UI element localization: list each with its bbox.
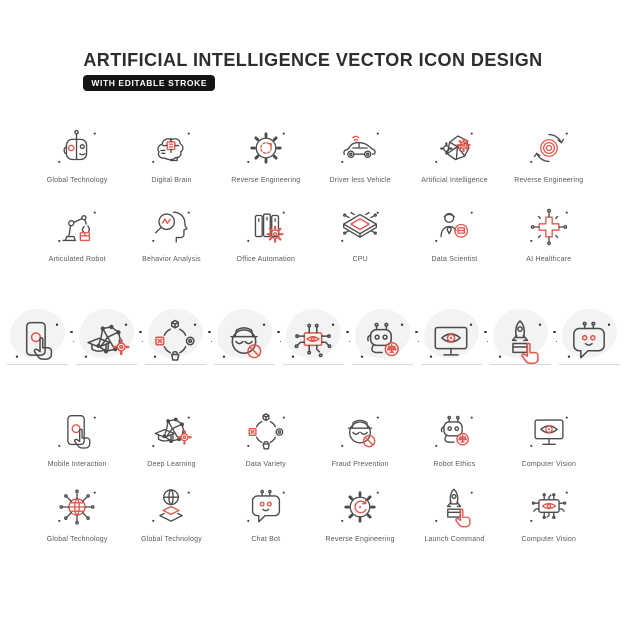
icon-cell	[407, 484, 501, 543]
icon-grid-top	[30, 125, 596, 263]
phone-touch-icon	[54, 409, 100, 455]
icon-label: Reverse Engineering	[514, 176, 584, 184]
icon-label: Fraud Prevention	[331, 460, 389, 468]
separator-dots	[206, 303, 214, 373]
circuit-eye-icon	[287, 315, 339, 367]
icon-art	[148, 125, 194, 171]
icon-cell	[219, 125, 313, 184]
icon-art	[243, 409, 289, 455]
chatbot-bubble-icon	[243, 484, 289, 530]
icon-label: Computer Vision	[521, 460, 577, 468]
page-header	[0, 0, 626, 91]
icon-art	[54, 484, 100, 530]
icon-cell	[219, 409, 313, 468]
separator-dots	[344, 303, 352, 373]
icon-art	[431, 204, 477, 250]
separator-dots	[137, 303, 145, 373]
icon-row	[30, 125, 596, 184]
icon-cell	[124, 409, 218, 468]
medical-cross-network-icon	[526, 204, 572, 250]
icon-cell	[407, 204, 501, 263]
documents-gear-icon	[243, 204, 289, 250]
icon-art	[148, 204, 194, 250]
icon-row	[30, 484, 596, 543]
icon-art	[526, 409, 572, 455]
icon-label: Digital Brain	[151, 176, 192, 184]
rocket-hand-icon	[494, 315, 546, 367]
banner-data-cycle	[145, 303, 206, 373]
icon-art	[431, 484, 477, 530]
icon-art	[54, 204, 100, 250]
icon-label: Deep Learning	[147, 460, 196, 468]
icon-label: AI Healthcare	[526, 255, 572, 263]
subtitle-badge: WITH EDITABLE STROKE	[83, 75, 215, 91]
data-cycle-icon	[149, 315, 201, 367]
icon-cell	[502, 125, 596, 184]
ai-brain-gears-icon	[431, 125, 477, 171]
icon-row	[30, 409, 596, 468]
banner-spy-block	[214, 303, 275, 373]
icon-cell	[30, 409, 124, 468]
icon-cell	[313, 204, 407, 263]
icon-label: Robot Ethics	[433, 460, 476, 468]
icon-label: Data Scientist	[431, 255, 478, 263]
icon-grid-bottom	[30, 409, 596, 543]
icon-art	[337, 204, 383, 250]
banner-circuit-eye	[283, 303, 344, 373]
icon-label: Global Technology	[46, 176, 108, 184]
magnifier-head-icon	[148, 204, 194, 250]
cpu-chip-icon	[337, 204, 383, 250]
icon-label: Office Automation	[236, 255, 296, 263]
icon-art	[243, 204, 289, 250]
monitor-eye-icon	[425, 315, 477, 367]
banner-phone-touch	[7, 303, 68, 373]
globe-layers-icon	[148, 484, 194, 530]
icon-cell	[219, 484, 313, 543]
icon-art	[54, 409, 100, 455]
brain-chip-icon	[148, 125, 194, 171]
icon-art	[526, 204, 572, 250]
icon-cell	[124, 204, 218, 263]
robot-head-icon	[54, 125, 100, 171]
icon-cell	[407, 409, 501, 468]
icon-cell	[30, 204, 124, 263]
icon-art	[337, 484, 383, 530]
icon-cell	[30, 484, 124, 543]
icon-banner	[0, 301, 626, 373]
icon-label: Driver less Vehicle	[329, 176, 391, 184]
icon-cell	[502, 204, 596, 263]
icon-art	[148, 409, 194, 455]
chip-eye-icon	[526, 484, 572, 530]
icon-cell	[219, 204, 313, 263]
icon-label: Global Technology	[141, 535, 202, 543]
monitor-eye-icon	[526, 409, 572, 455]
icon-label: Global Technology	[46, 535, 108, 543]
banner-rocket-hand	[490, 303, 551, 373]
icon-label: Artificial Intelligence	[421, 176, 488, 184]
separator-dots	[482, 303, 490, 373]
icon-label: Data Variety	[245, 460, 287, 468]
icon-art	[337, 409, 383, 455]
icon-art	[431, 125, 477, 171]
separator-dots	[551, 303, 559, 373]
icon-cell	[313, 484, 407, 543]
spy-block-icon	[218, 315, 270, 367]
icon-cell	[407, 125, 501, 184]
chatbot-bubble-icon	[563, 315, 615, 367]
icon-label: Reverse Engineering	[231, 176, 301, 184]
banner-robot-scales	[352, 303, 413, 373]
separator-dots	[275, 303, 283, 373]
data-cycle-icon	[243, 409, 289, 455]
robot-arm-icon	[54, 204, 100, 250]
icon-label: Articulated Robot	[48, 255, 106, 263]
spy-block-icon	[337, 409, 383, 455]
icon-art	[431, 409, 477, 455]
gear-arrow-icon	[337, 484, 383, 530]
autonomous-car-icon	[337, 125, 383, 171]
icon-art	[243, 484, 289, 530]
banner-brain-graduation	[76, 303, 137, 373]
brain-graduation-icon	[148, 409, 194, 455]
banner-chatbot-bubble	[559, 303, 620, 373]
icon-label: Launch Command	[424, 535, 485, 543]
phone-touch-icon	[11, 315, 63, 367]
icon-label: Mobile Interaction	[47, 460, 107, 468]
separator-dots	[413, 303, 421, 373]
icon-cell	[124, 484, 218, 543]
icon-label: Reverse Engineering	[325, 535, 395, 543]
separator-dots	[68, 303, 76, 373]
network-globe-icon	[54, 484, 100, 530]
robot-scales-icon	[431, 409, 477, 455]
icon-art	[54, 125, 100, 171]
person-database-icon	[431, 204, 477, 250]
icon-art	[337, 125, 383, 171]
banner-monitor-eye	[421, 303, 482, 373]
gear-refresh-icon	[243, 125, 289, 171]
robot-scales-icon	[356, 315, 408, 367]
icon-cell	[313, 125, 407, 184]
header-inner	[83, 50, 542, 91]
icon-art	[243, 125, 289, 171]
icon-label: Computer Vision	[521, 535, 577, 543]
icon-art	[148, 484, 194, 530]
icon-cell	[30, 125, 124, 184]
icon-label: CPU	[352, 255, 368, 263]
icon-label: Chat Bot	[251, 535, 281, 543]
rocket-hand-icon	[431, 484, 477, 530]
icon-cell	[313, 409, 407, 468]
icon-cell	[124, 125, 218, 184]
brain-graduation-icon	[80, 315, 132, 367]
page-title: ARTIFICIAL INTELLIGENCE VECTOR ICON DESIGN	[83, 50, 543, 70]
spiral-arrows-icon	[526, 125, 572, 171]
icon-art	[526, 484, 572, 530]
icon-label: Behavior Analysis	[142, 255, 201, 263]
icon-cell	[502, 409, 596, 468]
icon-art	[526, 125, 572, 171]
icon-cell	[502, 484, 596, 543]
icon-row	[30, 204, 596, 263]
